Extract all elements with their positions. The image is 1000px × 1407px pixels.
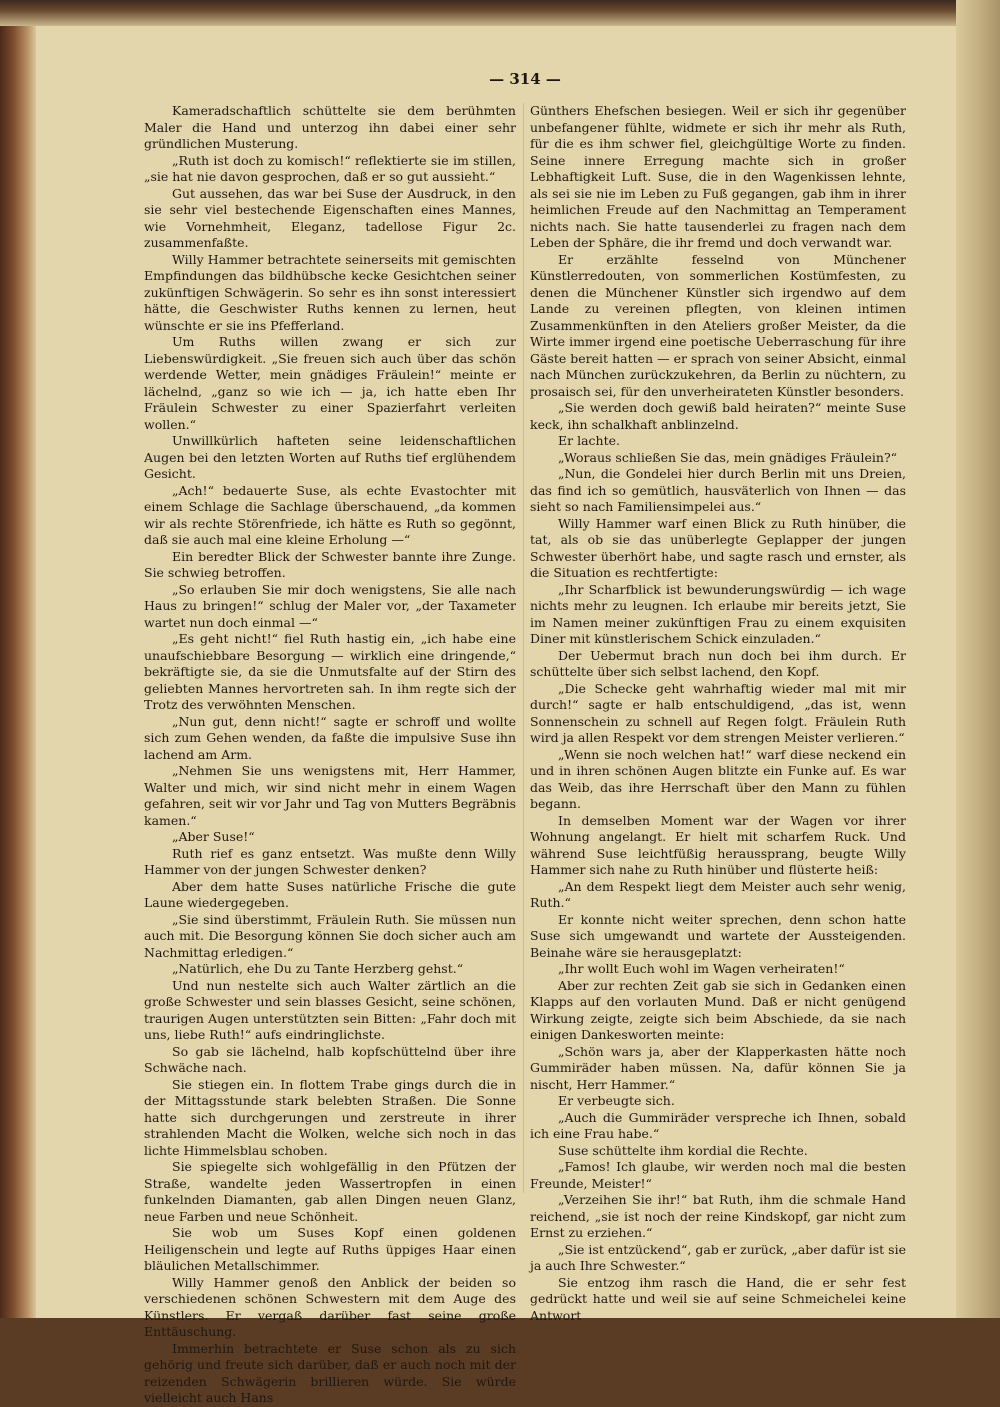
paragraph: „Die Schecke geht wahrhaftig wieder mal mit mir durch!“ sagte er halb entschuldigend, „das ist, wenn Sonnenschein zu schnell auf Regen folgt. Fräulein Ruth wird ja allen Respekt vor dem strengen Meister verlieren.“ — [530, 680, 906, 745]
paragraph: Willy Hammer genoß den Anblick der beiden so verschiedenen schönen Schwestern mit dem Auge des Künstlers. Er vergaß darüber fast seine große Enttäuschung. — [144, 1274, 516, 1339]
paragraph: Sie entzog ihm rasch die Hand, die er sehr fest gedrückt hatte und weil sie auf seine Schmeichelei keine Antwort — [530, 1274, 906, 1323]
paragraph: „Nehmen Sie uns wenigstens mit, Herr Hammer, Walter und mich, wir sind nicht mehr in einem Wagen gefahren, seit wir vor Jahr und Tag von Mutters Begräbnis kamen.“ — [144, 763, 516, 828]
paragraph: „Ruth ist doch zu komisch!“ reflektierte sie im stillen, „sie hat nie davon gesprochen, daß er so gut aussieht.“ — [144, 152, 516, 184]
paragraph: Sie spiegelte sich wohlgefällig in den Pfützen der Straße, wandelte jeden Wassertropfen in einen funkelnden Diamanten, gab allen Dingen neuen Glanz, neue Farben und neue Schönheit. — [144, 1159, 516, 1224]
column-divider — [523, 103, 524, 1193]
paragraph: Aber dem hatte Suses natürliche Frische die gute Laune wiedergegeben. — [144, 878, 516, 910]
text-column-right — [530, 103, 906, 1324]
paragraph: Er erzählte fesselnd von Münchener Künstlerredouten, von sommerlichen Kostümfesten, zu denen die Münchener Künstler sich irgendwo auf dem Lande zu vereinen pflegten, von kleinen intimen Zusammenkünften in den Ateliers großer Meister, da die Wirte immer irgend eine poetische Ueberraschung für ihre Gäste bereit hatten — er sprach von seiner Absicht, einmal nach München zurückzukehren, da Berlin zu nüchtern, zu prosaisch sei, für den unverheirateten Künstler besonders. — [530, 251, 906, 399]
paragraph: „Es geht nicht!“ fiel Ruth hastig ein, „ich habe eine unaufschiebbare Besorgung — wirklich eine dringende,“ bekräftigte sie, da sie die Unmutsfalte auf der Stirn des geliebten Mannes hervortreten sah. In ihm regte sich der Trotz des verwöhnten Menschen. — [144, 631, 516, 712]
paragraph: Gut aussehen, das war bei Suse der Ausdruck, in den sie sehr viel bestechende Eigenschaften eines Mannes, wie Vornehmheit, Eleganz, tadellose Figur 2c. zusammenfaßte. — [144, 185, 516, 250]
paragraph: Kameradschaftlich schüttelte sie dem berühmten Maler die Hand und unterzog ihn dabei einer sehr gründlichen Musterung. — [144, 103, 516, 151]
paragraph: Und nun nestelte sich auch Walter zärtlich an die große Schwester und sein blasses Gesicht, seine schönen, traurigen Augen unterstützten sein Bitten: „Fahr doch mit uns, liebe Ruth!“ aufs eindringlichste. — [144, 977, 516, 1042]
paragraph: Aber zur rechten Zeit gab sie sich in Gedanken einen Klapps auf den vorlauten Mund. Daß er nicht genügend Wirkung zeigte, zeigte sich beim Abschiede, da sie nach einigen Dankesworten meinte: — [530, 977, 906, 1042]
paragraph: „Sie sind überstimmt, Fräulein Ruth. Sie müssen nun auch mit. Die Besorgung können Sie doch sicher auch am Nachmittag erledigen.“ — [144, 911, 516, 960]
paragraph: Er lachte. — [558, 433, 620, 448]
book-spine — [0, 0, 36, 1318]
paragraph: Günthers Ehefschen besiegen. Weil er sich ihr gegenüber unbefangener fühlte, widmete er sich ihr mehr als Ruth, für die es ihm schwer fiel, gleichgültige Worte zu finden. Seine innere Erregung machte sich in großer Lebhaftigkeit Luft. Suse, die in den Wagenkissen lehnte, als sei sie nie im Leben zu Fuß gegangen, gab ihm in ihrer heimlichen Freude auf den Nachmittag an Temperament nichts nach. Sie hatte tausenderlei zu fragen nach dem Leben der Sphäre, die ihr fremd und doch verwandt war. — [530, 103, 906, 250]
page-top-edge — [0, 0, 1000, 26]
paragraph: „Famos! Ich glaube, wir werden noch mal die besten Freunde, Meister!“ — [530, 1159, 906, 1191]
paragraph: Willy Hammer warf einen Blick zu Ruth hinüber, die tat, als ob sie das unüberlegte Geplapper der jungen Schwester überhört habe, und sagte rasch und ernster, als die Situation es rechtfertigte: — [530, 515, 906, 580]
page-number: — 314 — — [489, 70, 561, 88]
paragraph: „Natürlich, ehe Du zu Tante Herzberg gehst.“ — [172, 961, 464, 976]
paragraph: „Ihr Scharfblick ist bewunderungswürdig — ich wage nichts mehr zu leugnen. Ich erlaube mir bereits jetzt, Sie im Namen meiner zukünftigen Frau zu einem exquisiten Diner mit künstlerischem Schick einzuladen.“ — [530, 581, 906, 646]
paragraph: Er konnte nicht weiter sprechen, denn schon hatte Suse sich umgewandt und wartete der Aussteigenden. Beinahe wäre sie herausgeplatzt: — [530, 911, 906, 960]
paragraph: „Nun gut, denn nicht!“ sagte er schroff und wollte sich zum Gehen wenden, da faßte die impulsive Suse ihn lachend am Arm. — [144, 713, 516, 762]
paragraph: „Verzeihen Sie ihr!“ bat Ruth, ihm die schmale Hand reichend, „sie ist noch der reine Kindskopf, gar nicht zum Ernst zu erziehen.“ — [530, 1192, 906, 1240]
paragraph: Suse schüttelte ihm kordial die Rechte. — [558, 1142, 808, 1158]
paragraph: „Sie werden doch gewiß bald heiraten?“ meinte Suse keck, ihn schalkhaft anblinzelnd. — [530, 400, 906, 432]
paragraph: Der Uebermut brach nun doch bei ihm durch. Er schüttelte über sich selbst lachend, den Kopf. — [530, 647, 906, 679]
paragraph: So gab sie lächelnd, halb kopfschüttelnd über ihre Schwäche nach. — [144, 1043, 516, 1075]
paragraph: „Sie ist entzückend“, gab er zurück, „aber dafür ist sie ja auch Ihre Schwester.“ — [530, 1241, 906, 1273]
paragraph: Ein beredter Blick der Schwester bannte ihre Zunge. Sie schwieg betroffen. — [144, 548, 516, 580]
page-right-edge — [956, 0, 1000, 1318]
paragraph: „Auch die Gummiräder verspreche ich Ihnen, sobald ich eine Frau habe.“ — [530, 1109, 906, 1141]
text-column-left — [144, 103, 516, 1407]
paragraph: „Wenn sie noch welchen hat!“ warf diese neckend ein und in ihren schönen Augen blitzte ein Funke auf. Es war das Weib, das ihre Herrschaft über den Mann zu fühlen begann. — [530, 746, 906, 811]
paragraph: Um Ruths willen zwang er sich zur Liebenswürdigkeit. „Sie freuen sich auch über das schön werdende Wetter, mein gnädiges Fräulein!“ meinte er lächelnd, „ganz so wie ich — ja, ich hatte eben Ihr Fräulein Schwester zu einer Spazierfahrt verleiten wollen.“ — [144, 334, 516, 432]
paragraph: In demselben Moment war der Wagen vor ihrer Wohnung angelangt. Er hielt mit scharfem Ruck. Und während Suse leichtfüßig heraussprang, beugte Willy Hammer sich nahe zu Ruth hinüber und flüsterte heiß: — [530, 812, 906, 877]
paragraph: Sie stiegen ein. In flottem Trabe gings durch die in der Mittagsstunde stark belebten Straßen. Die Sonne hatte sich durchgerungen und zerstreute in ihrer strahlenden Macht die Wolken, welche sich noch in das lichte Himmelsblau schoben. — [144, 1076, 516, 1158]
paragraph: Unwillkürlich hafteten seine leidenschaftlichen Augen bei den letzten Worten auf Ruths tief erglühendem Gesicht. — [144, 433, 516, 481]
paragraph: „An dem Respekt liegt dem Meister auch sehr wenig, Ruth.“ — [530, 878, 906, 910]
paragraph: „Aber Suse!“ — [172, 829, 255, 844]
paragraph: „Ach!“ bedauerte Suse, als echte Evastochter mit einem Schlage die Sachlage überschauend, „da kommen wir als rechte Störenfriede, ich hätte es Ruth so gegönnt, daß sie auch mal eine kleine Erholung —“ — [144, 482, 516, 547]
paragraph: „Schön wars ja, aber der Klapperkasten hätte noch Gummiräder haben müssen. Na, dafür können Sie ja nischt, Herr Hammer.“ — [530, 1043, 906, 1092]
paragraph: Er verbeugte sich. — [558, 1093, 675, 1108]
paragraph: „Ihr wollt Euch wohl im Wagen verheiraten!“ — [558, 961, 845, 976]
paragraph: Ruth rief es ganz entsetzt. Was mußte denn Willy Hammer von der jungen Schwester denken? — [144, 845, 516, 877]
paragraph: Sie wob um Suses Kopf einen goldenen Heiligenschein und legte auf Ruths üppiges Haar einen bläulichen Metallschimmer. — [144, 1225, 516, 1273]
paragraph: Willy Hammer betrachtete seinerseits mit gemischten Empfindungen das bildhübsche kecke Gesichtchen seiner zukünftigen Schwägerin. So sehr es ihn sonst interessiert hätte, die Geschwister Ruths kennen zu lernen, heut wünschte er sie ins Pfefferland. — [144, 251, 516, 333]
paragraph: „Woraus schließen Sie das, mein gnädiges Fräulein?“ — [558, 449, 898, 465]
paragraph: Immerhin betrachtete er Suse schon als zu sich gehörig und freute sich darüber, daß er auch noch mit der reizenden Schwägerin brillieren würde. Sie würde vielleicht auch Hans — [144, 1340, 516, 1405]
paragraph: „So erlauben Sie mir doch wenigstens, Sie alle nach Haus zu bringen!“ schlug der Maler vor, „der Taxameter wartet nun doch einmal —“ — [144, 581, 516, 630]
paragraph: „Nun, die Gondelei hier durch Berlin mit uns Dreien, das find ich so gemütlich, hausväterlich von Ihnen — das sieht so nach Familiensimpelei aus.“ — [530, 466, 906, 514]
